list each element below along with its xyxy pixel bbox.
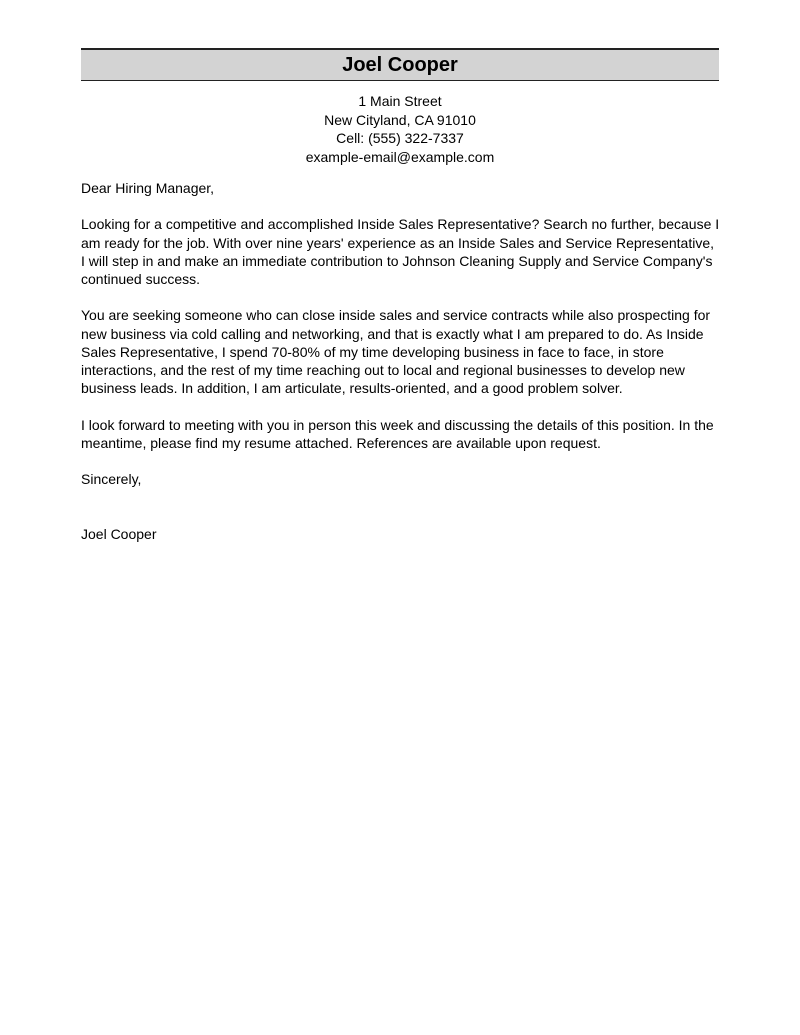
salutation: Dear Hiring Manager, — [81, 180, 215, 196]
contact-phone: Cell: (555) 322-7337 — [336, 130, 464, 146]
closing: Sincerely, — [81, 471, 142, 488]
body-paragraph-1: Looking for a competitive and accomplished Inside Sales Representative? Search no further, because I am ready for the job. With over nine years' experience as an Inside Sales and Service Representative, I will step in and make an immediate contribution to Johnson Cleaning Supply and Service Company's continued success. — [81, 216, 720, 287]
body-paragraph-2: You are seeking someone who can close inside sales and service contracts while also prospecting for new business via cold calling and networking, and that is exactly what I am prepared to do. As Inside Sales Representative, I spend 70-80% of my time developing business in face to face, in store interactions, and the rest of my time reaching out to local and regional businesses to develop new business leads. In addition, I am articulate, results-oriented, and a good problem solver. — [81, 307, 711, 397]
body-paragraph-3: I look forward to meeting with you in person this week and discussing the details of this position. In the meantime, please find my resume attached. References are available upon request. — [81, 416, 714, 451]
name-header-bar — [81, 48, 719, 81]
contact-street: 1 Main Street — [358, 93, 442, 109]
letter-body — [81, 179, 721, 561]
contact-block — [81, 92, 719, 166]
signature-name: Joel Cooper — [81, 525, 157, 542]
contact-email: example-email@example.com — [305, 148, 495, 165]
contact-city-state-zip: New Cityland, CA 91010 — [324, 111, 476, 128]
applicant-name: Joel Cooper — [342, 54, 458, 76]
